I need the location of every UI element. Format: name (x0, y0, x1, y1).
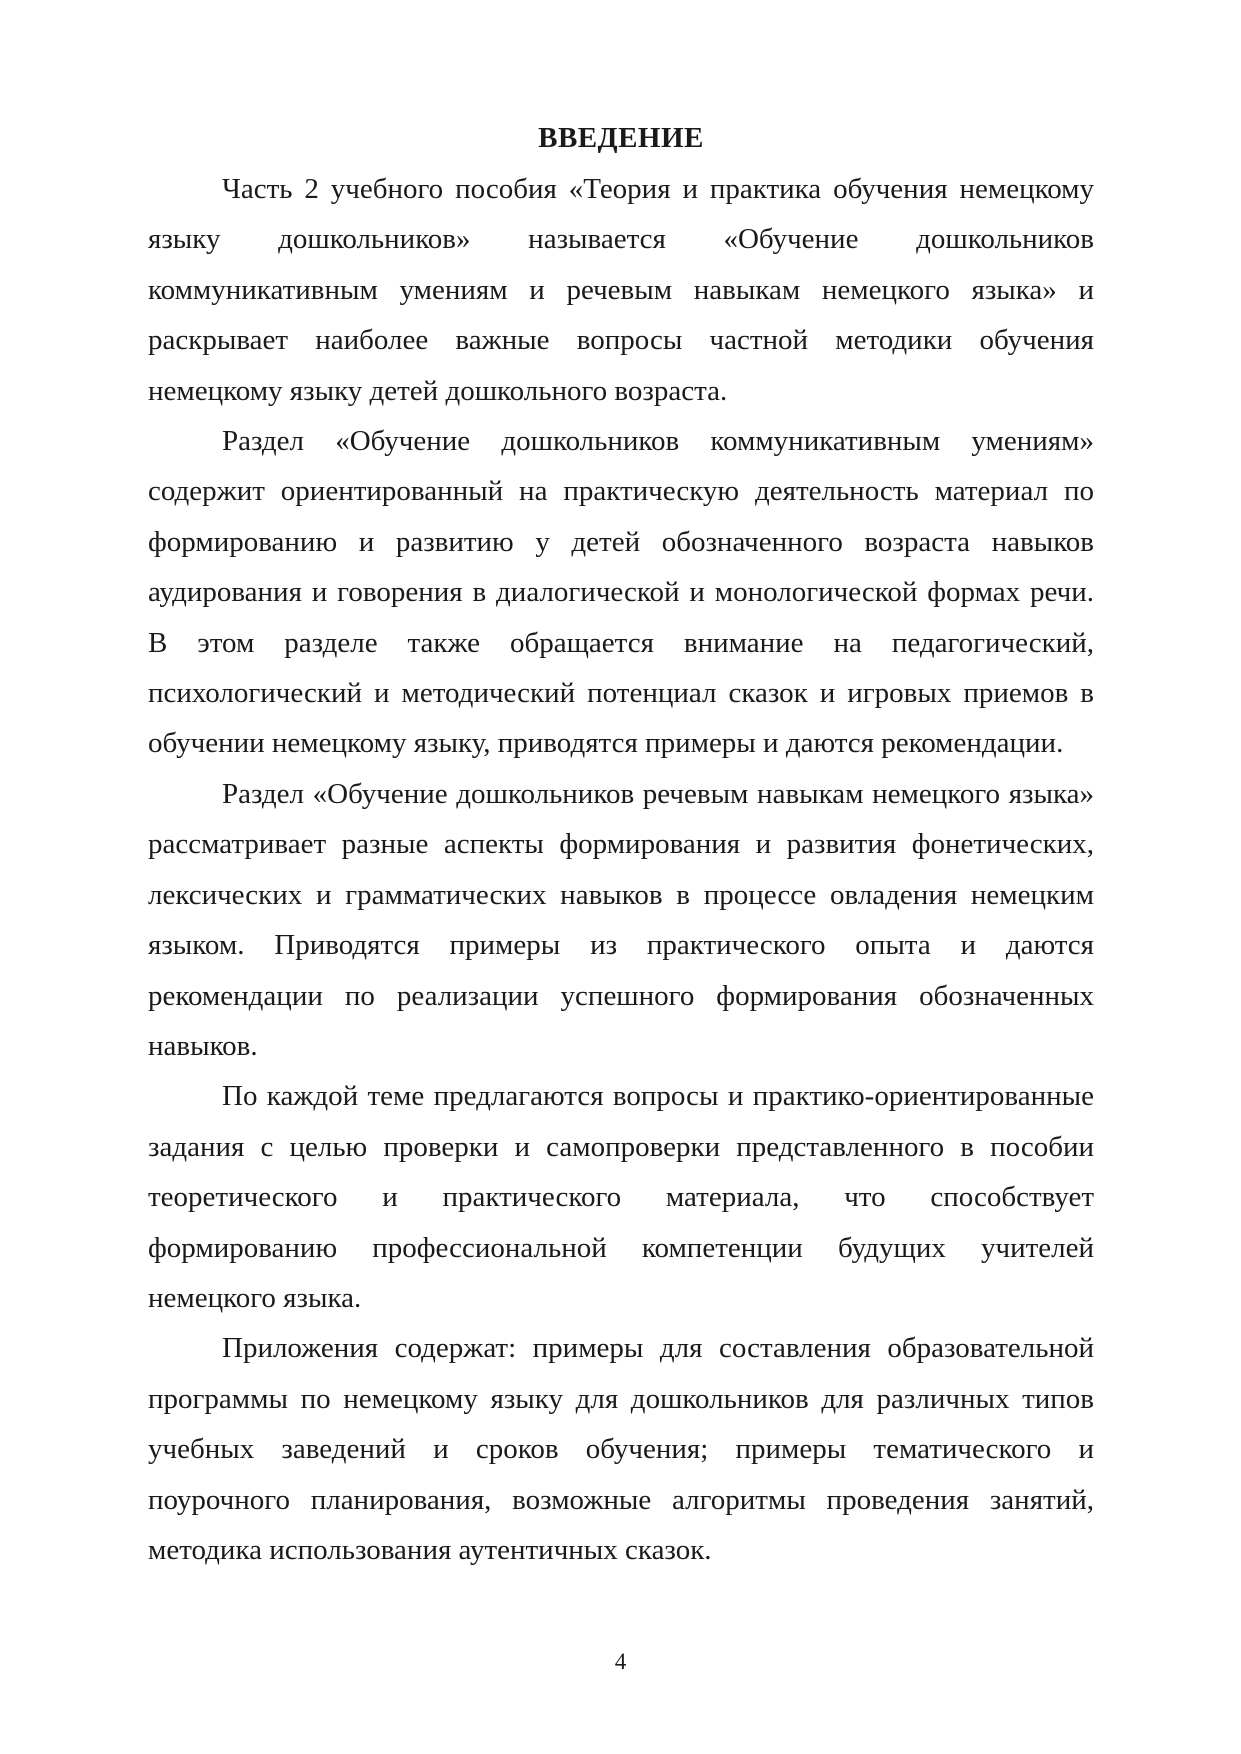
paragraph-appendices: Приложения содержат: примеры для составления образовательной программы по немецкому языку для дошкольников для различных типов учебных заведений и сроков обучения; примеры тематического и поурочного планирования, возможные алгоритмы проведения занятий, методика использования аутентичных сказок. (148, 1332, 1094, 1566)
paragraph-speech-skills: Раздел «Обучение дошкольников речевым навыкам немецкого языка» рассматривает разные аспекты формирования и развития фонетических, лексических и грамматических навыков в процессе овладения немецким языком. Приводятся примеры из практического опыта и даются рекомендации по реализации успешного формирования обозначенных навыков. (148, 777, 1094, 1062)
page-content (148, 112, 1094, 1575)
paragraph-questions-tasks: По каждой теме предлагаются вопросы и практико-ориентированные задания с целью проверки и самопроверки представленного в пособии теоретического и практического материала, что способствует формированию профессиональной компетенции будущих учителей немецкого языка. (148, 1080, 1094, 1314)
paragraph-communicative-skills: Раздел «Обучение дошкольников коммуникативным умениям» содержит ориентированный на практическую деятельность материал по формированию и развитию у детей обозначенного возраста навыков аудирования и говорения в диалогической и монологической формах речи. В этом разделе также обращается внимание на педагогический, психологический и методический потенциал сказок и игровых приемов в обучении немецкому языку, приводятся примеры и даются рекомендации. (148, 425, 1094, 760)
section-title: ВВЕДЕНИЕ (538, 122, 704, 154)
paragraph-intro: Часть 2 учебного пособия «Теория и практика обучения немецкому языку дошкольников» называется «Обучение дошкольников коммуникативным умениям и речевым навыкам немецкого языка» и раскрывает наиболее важные вопросы частной методики обучения немецкому языку детей дошкольного возраста. (148, 173, 1094, 407)
page-number: 4 (614, 1649, 627, 1674)
